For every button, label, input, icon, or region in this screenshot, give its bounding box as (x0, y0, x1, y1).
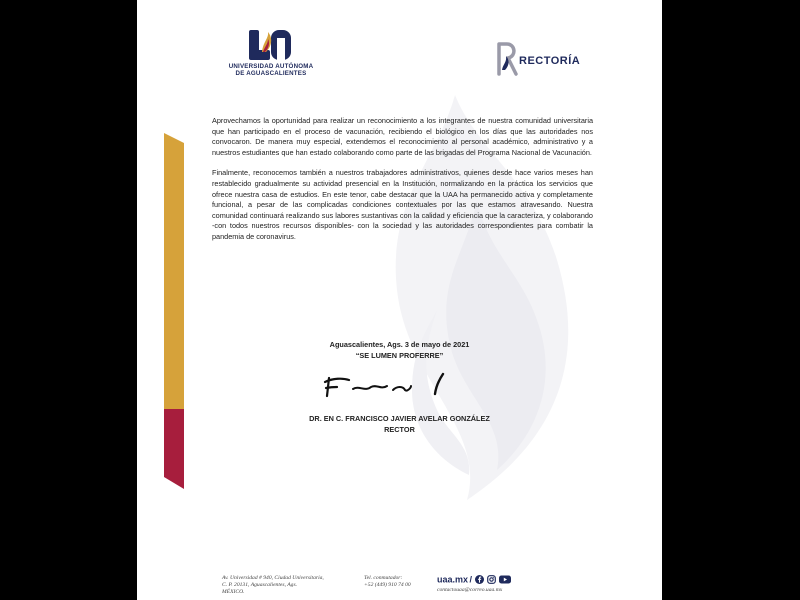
footer (222, 575, 552, 599)
address-line-3: MÉXICO. (222, 589, 245, 595)
signature-icon (319, 372, 469, 400)
website-link[interactable]: uaa.mx (437, 574, 469, 585)
signer-name: DR. EN C. FRANCISCO JAVIER AVELAR GONZÁLEZ (309, 414, 490, 423)
social-icons (475, 575, 511, 587)
footer-separator: / (469, 574, 472, 585)
signer-title: RECTOR (384, 425, 415, 434)
instagram-icon[interactable] (487, 575, 496, 587)
university-name (221, 63, 321, 77)
uaa-logo (221, 30, 321, 80)
signer-block (277, 413, 522, 435)
flame-watermark-icon (137, 0, 662, 600)
body-paragraph-2: Finalmente, reconocemos también a nuestros trabajadores administrativos, quienes desde hace varios meses han restablecido gradualmente su actividad presencial en la Institución, normalizando en la práctica los servicios que ofrece nuestra casa de estudios. En este tenor, cabe destacar que la UAA ha permanecido activa y completamente funcional, a pesar de las complicadas condiciones contextuales por las que estamos atravesando. Nuestra comunidad continuará realizando sus labores sustantivas con la calidad y eficiencia que la caracteriza, y colaborando -con todos nuestros recursos disponibles- con la sociedad y las autoridades correspondientes para combatir la pandemia de coronavirus. (212, 168, 593, 241)
closing-block (287, 339, 512, 361)
footer-address (222, 575, 352, 596)
university-motto: “SE LUMEN PROFERRE” (355, 351, 444, 360)
footer-phone (364, 575, 411, 589)
phone-number: +52 (449) 910 74 00 (364, 582, 411, 588)
facebook-icon[interactable] (475, 575, 484, 587)
gold-side-stripe (164, 133, 184, 410)
contact-email[interactable]: contactouaa@correo.uaa.mx (437, 587, 503, 593)
body-paragraph-1: Aprovechamos la oportunidad para realizar un reconocimiento a los integrantes de nuestra comunidad universitaria que han participado en el proceso de vacunación, recibiendo el biológico en los días que las autoridades nos convocaron. De manera muy especial, extendemos el reconocimiento al personal académico, administrativo y a nuestros estudiantes que han estado colaborando como parte de las brigadas del Programa Nacional de Vacunación. (212, 116, 593, 157)
rectoria-label: RECTORÍA (519, 55, 581, 67)
phone-label: Tel. conmutador: (364, 575, 403, 581)
rectoria-logo (493, 40, 593, 76)
footer-web (437, 575, 511, 594)
letter-page (137, 0, 662, 600)
university-name-line1: UNIVERSIDAD AUTÓNOMA (228, 63, 314, 70)
university-name-line2: DE AGUASCALIENTES (235, 70, 307, 77)
address-line-1: Av. Universidad # 940, Ciudad Universitaria, (222, 575, 324, 581)
place-and-date: Aguascalientes, Ags. 3 de mayo de 2021 (329, 340, 470, 349)
youtube-icon[interactable] (499, 575, 511, 587)
letter-body (212, 116, 593, 253)
crimson-side-stripe (164, 409, 184, 489)
uaa-logo-icon (249, 30, 293, 62)
rectoria-r-icon (493, 40, 519, 76)
address-line-2: C. P. 20131, Aguascalientes, Ags. (222, 582, 298, 588)
